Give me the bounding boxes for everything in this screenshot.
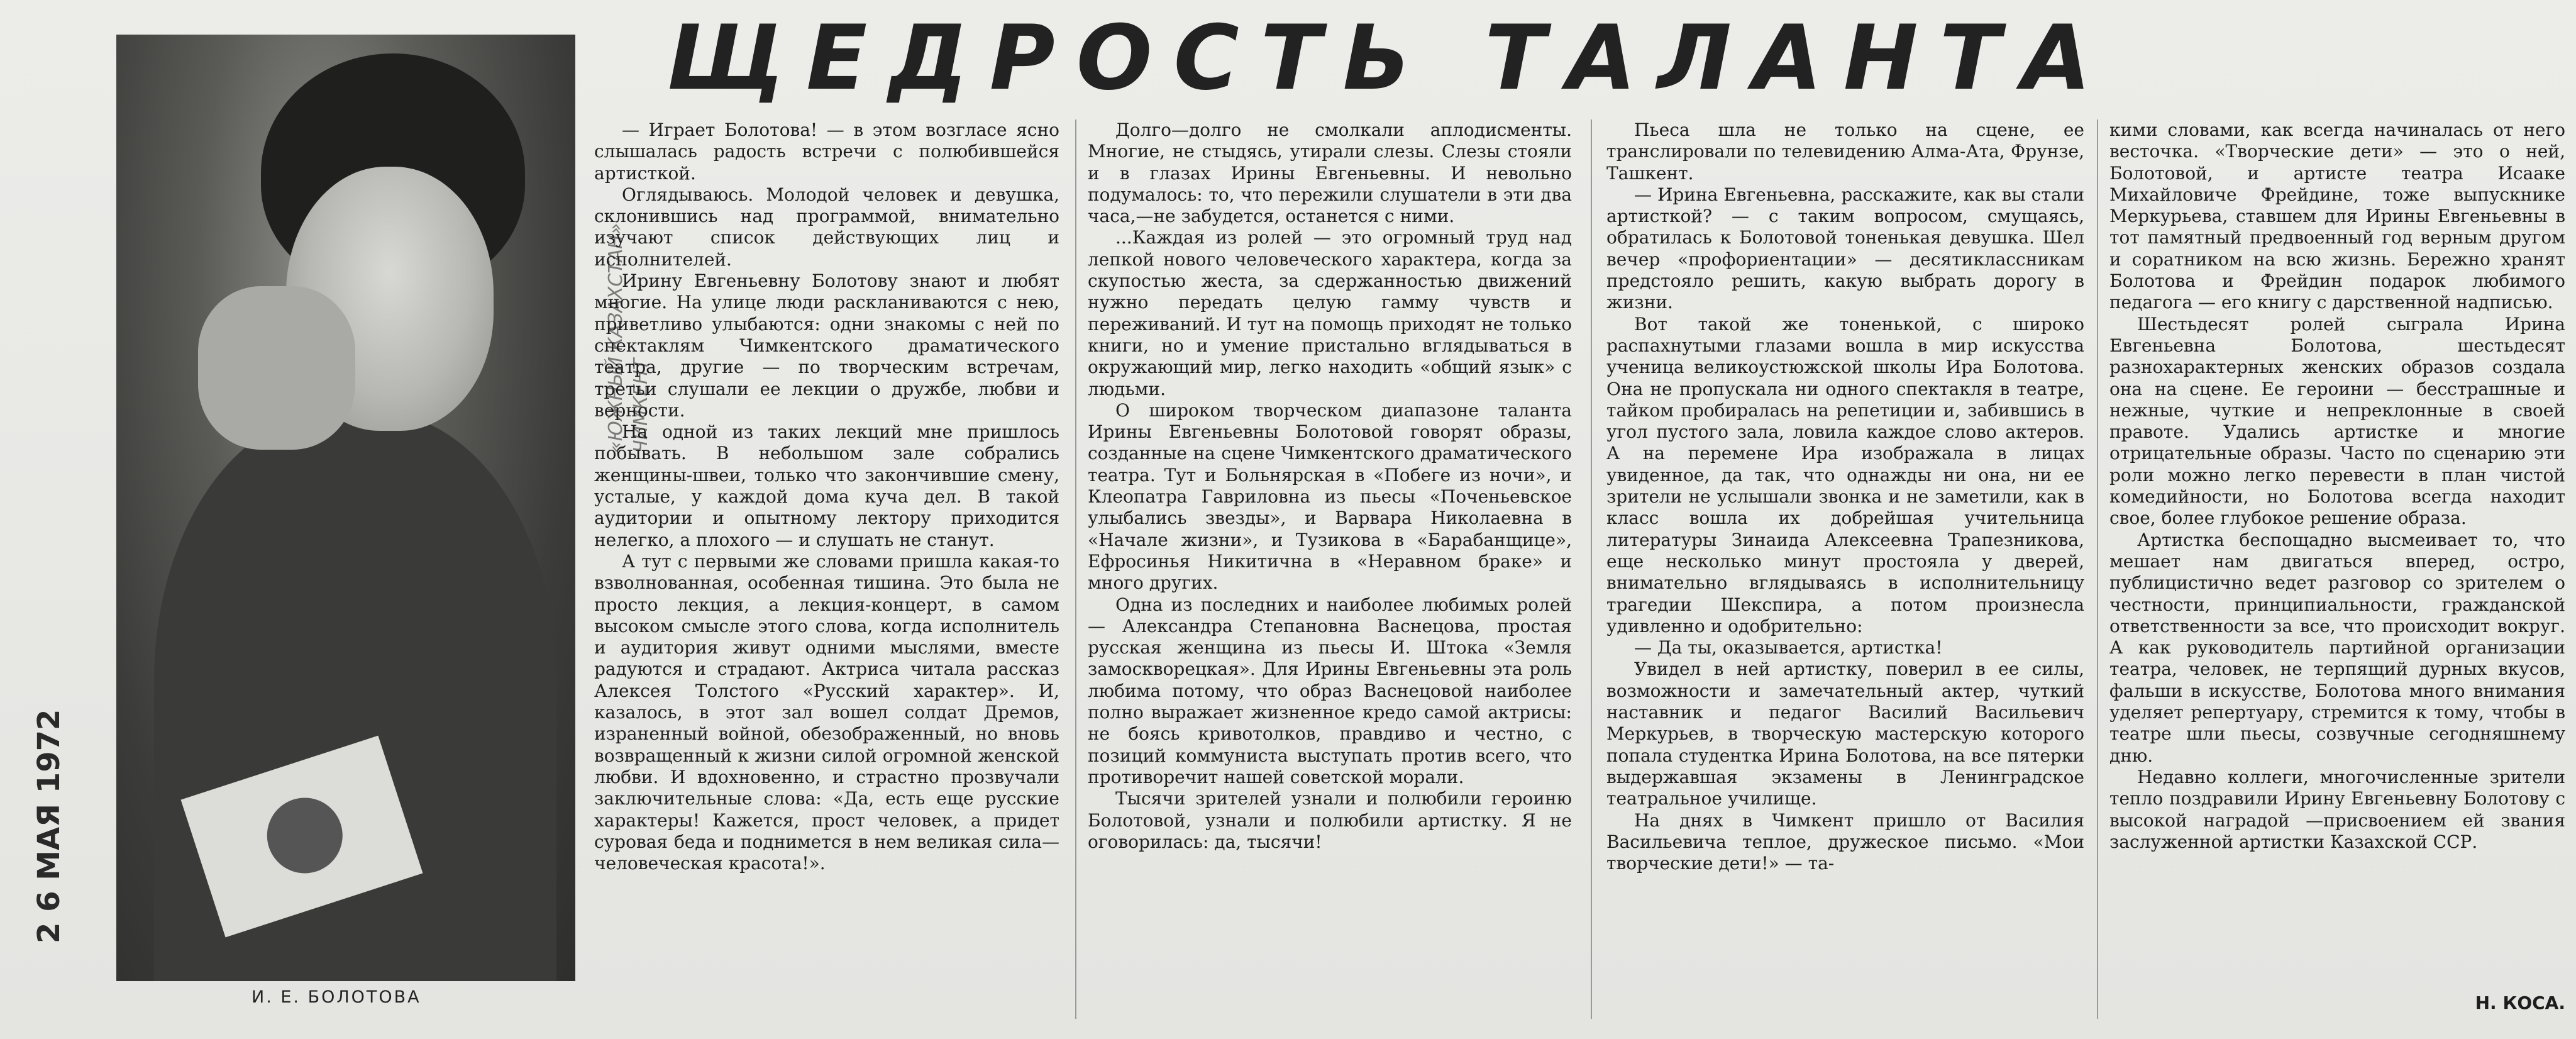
paragraph: Шестьдесят ролей сыграла Ирина Евгеньевна Болотова, шестьдесят разнохарактерных женских образов создала она на сцене. Ее героини — бесстрашные и нежные, чуткие и непреклонные в своей правоте. Удались артистке и многие отрицательные образы. Часто по сценарию эти роли можно легко перевести в план чистой комедийности, но Болотова всегда находит свое, более глубокое решение образа. <box>2109 313 2565 529</box>
paragraph: На днях в Чимкент пришло от Василия Васильевича теплое, дружеское письмо. «Мои творческие дети!» — та- <box>1606 809 2084 874</box>
paragraph: Пьеса шла не только на сцене, ее транслировали по телевидению Алма-Ата, Фрунзе, Ташкент. <box>1606 119 2084 184</box>
paragraph: На одной из таких лекций мне пришлось побывать. В небольшом зале собрались женщины-швеи, только что закончившие смену, усталые, у каждой дома куча дел. В такой аудитории и опытному лектору приходится нелегко, а плохого — и слушать не станут. <box>594 421 1059 550</box>
source-stamp-city: ЧИМКЕНТ <box>630 358 652 453</box>
paragraph: — Играет Болотова! — в этом возгласе ясно слышалась радость встречи с полюбившейся артисткой. <box>594 119 1059 184</box>
paragraph: О широком творческом диапазоне таланта Ирины Евгеньевны Болотовой говорят образы, созданные на сцене Чимкентского драматического театра. Тут и Больнярская в «Побеге из ночи», и Клеопатра Гавриловна из пьесы «Поченьевское улыбались звезды», и Варвара Николаевна в «Начале жизни», и Тузикова в «Барабанщице», Ефросинья Никитична в «Неравном браке» и много других. <box>1088 399 1572 594</box>
headline: ЩЕДРОСТЬ ТАЛАНТА <box>666 11 2113 106</box>
paragraph: Оглядываюсь. Молодой человек и девушка, склонившись над программой, внимательно изучают список действующих лиц и исполнителей. <box>594 184 1059 270</box>
column-divider <box>2097 119 2098 1019</box>
paragraph: Одна из последних и наиболее любимых ролей — Александра Степановна Васнецова, простая русская женщина из пьесы И. Штока «Земля замоскворецкая». Для Ирины Евгеньевны эта роль любима потому, что образ Васнецовой наиболее полно выражает жизненное кредо самой актрисы: не боясь кривотолков, правдиво и честно, с позиций коммуниста выступать против всего, что противоречит нашей советской морали. <box>1088 594 1572 787</box>
photo-hand-shape <box>198 286 355 450</box>
column-divider <box>1591 119 1592 1019</box>
paragraph: А тут с первыми же словами пришла какая-то взволнованная, особенная тишина. Это была не просто лекция, а лекция-концерт, в самом высоком смысле этого слова, когда исполнитель и аудитория живут одними мыслями, вместе радуются и страдают. Актриса читала рассказ Алексея Толстого «Русский характер». И, казалось, в этот зал вошел солдат Дремов, израненный войной, обезображенный, но вновь возвращенный к жизни силой огромной женской любви. И вдохновенно, и страстно прозвучали заключительные слова: «Да, есть еще русские характеры! Кажется, прост человек, а придет суровая беда и поднимется в нем великая сила—человеческая красота!». <box>594 550 1059 874</box>
article-column-1 <box>594 119 1059 1013</box>
paragraph: — Да ты, оказывается, артистка! <box>1634 637 1943 658</box>
paragraph: Артистка беспощадно высмеивает то, что мешает нам двигаться вперед, остро, публицистично ведет разговор со зрителем о честности, принципиальности, гражданской ответственности за все, что происходит вокруг. А как руководитель партийной организации театра, человек, не терпящий дурных вкусов, фальши в искусстве, Болотова много внимания уделяет репертуару, стремится к тому, чтобы в театре шли пьесы, созвучные сегодняшнему дню. <box>2109 529 2565 766</box>
article-column-4 <box>2109 119 2565 1013</box>
paragraph: Тысячи зрителей узнали и полюбили героиню Болотовой, узнали и полюбили артистку. Я не оговорилась: да, тысячи! <box>1088 788 1572 852</box>
paragraph: Недавно коллеги, многочисленные зрители тепло поздравили Ирину Евгеньевну Болотову с высокой наградой —присвоением ей звания заслуженной артистки Казахской ССР. <box>2109 766 2565 852</box>
author-signature: Н. КОСА. <box>2475 992 2565 1013</box>
portrait-photo <box>116 35 575 981</box>
paragraph: кими словами, как всегда начиналась от него весточка. «Творческие дети» — это о ней, Болотовой, и артисте театра Исааке Михайловиче Фрейдине, тоже выпускнике Меркурьева, ставшем для Ирины Евгеньевны в тот памятный предвоенный год верным другом и соратником на всю жизнь. Бережно хранят Болотова и Фрейдин подарок любимого педагога — его книгу с дарственной надписью. <box>2109 119 2565 313</box>
paragraph: Увидел в ней артистку, поверил в ее силы, возможности и замечательный актер, чуткий наставник и педагог Василий Васильевич Меркурьев, в творческую мастерскую которого попала студентка Ирина Болотова, на все пятерки выдержавшая экзамены в Ленинградское театральное училище. <box>1606 658 2084 809</box>
source-stamp-paper: «ЮЖНЫЙ КАЗАХСТАН» <box>605 223 627 453</box>
paragraph: ...Каждая из ролей — это огромный труд над лепкой нового человеческого характера, когда за скупостью жеста, за сдержанностью движений нужно передать целую гамму чувств и переживаний. И тут на помощь приходят не только книги, но и умение пристально вглядываться в окружающий мир, легко находить «общий язык» с людьми. <box>1088 227 1572 399</box>
column-divider <box>1075 119 1076 1019</box>
article-column-3 <box>1606 119 2084 1013</box>
paragraph: Ирину Евгеньевну Болотову знают и любят многие. На улице люди раскланиваются с нею, приветливо улыбаются: одни знакомы с ней по спектаклям Чимкентского драматического театра, другие — по творческим встречам, третьи слушали ее лекции о дружбе, любви и верности. <box>594 270 1059 421</box>
date-stamp: 2 6 МАЯ 1972 <box>31 709 67 943</box>
paragraph: Вот такой же тоненькой, с широко распахнутыми глазами вошла в мир искусства ученица великоустюжской школы Ира Болотова. Она не пропускала ни одного спектакля в театре, тайком пробиралась на репетиции и, забившись в угол пустого зала, ловила каждое слово актеров. А на перемене Ира изображала в лицах увиденное, да так, что однажды ни она, ни ее зрители не услышали звонка и не заметили, как в класс вошла их добрейшая учительница литературы Зинаида Алексеевна Трапезникова, еще несколько минут простояла у дверей, внимательно вглядываясь в исполнительницу трагедии Шекспира, а потом произнесла удивленно и одобрительно: <box>1606 313 2084 636</box>
photo-caption: И. Е. БОЛОТОВА <box>252 987 421 1007</box>
paragraph: — Ирина Евгеньевна, расскажите, как вы стали артисткой? — с таким вопросом, смущаясь, обратилась к Болотовой тоненькая девушка. Шел вечер «профориентации» — десятиклассникам предстояло решить, какую выбрать дорогу в жизни. <box>1606 184 2084 313</box>
article-column-2 <box>1088 119 1572 1013</box>
paragraph: Долго—долго не смолкали аплодисменты. Многие, не стыдясь, утирали слезы. Слезы стояли и в глазах Ирины Евгеньевны. И невольно подумалось: то, что пережили слушатели в эти два часа,—не забудется, останется с ними. <box>1088 119 1572 227</box>
